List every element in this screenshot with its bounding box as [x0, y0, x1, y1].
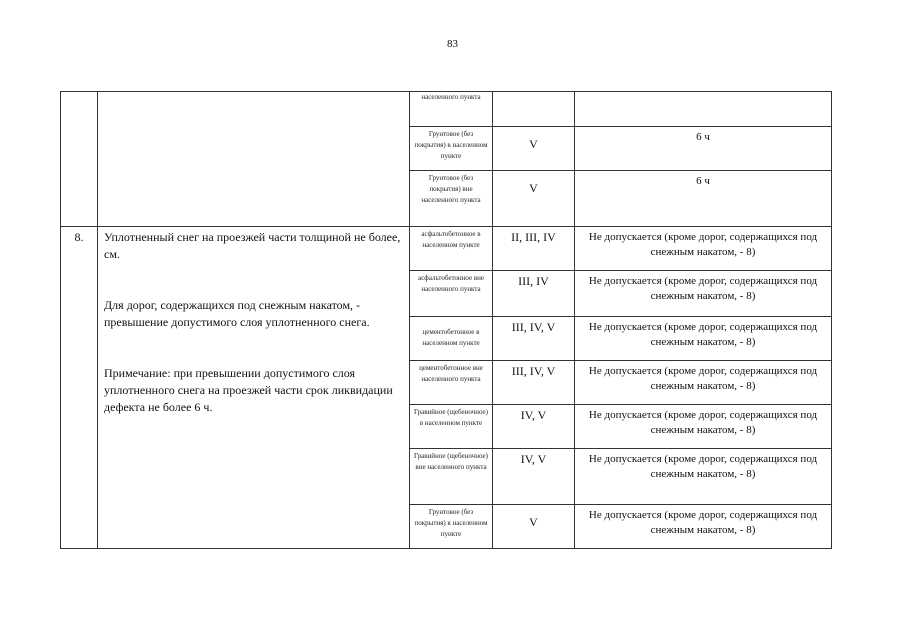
road-type-cell: асфальтобетонное вне населенного пункта — [410, 271, 493, 317]
norm-cell: 6 ч — [575, 171, 832, 227]
category-cell: III, IV, V — [493, 361, 575, 405]
norm-cell: 6 ч — [575, 127, 832, 171]
road-type-cell: цементобетонное в населенном пункте — [410, 317, 493, 361]
category-cell — [493, 92, 575, 127]
category-cell: V — [493, 171, 575, 227]
category-cell: II, III, IV — [493, 227, 575, 271]
description-main: Уплотненный снег на проезжей части толщиной не более, см. — [104, 230, 401, 261]
requirements-table — [60, 91, 832, 549]
norm-cell: Не допускается (кроме дорог, содержащихся под снежным накатом, - 8) — [575, 361, 832, 405]
norm-cell: Не допускается (кроме дорог, содержащихся под снежным накатом, - 8) — [575, 227, 832, 271]
norm-cell: Не допускается (кроме дорог, содержащихся под снежным накатом, - 8) — [575, 405, 832, 449]
table-row — [61, 92, 832, 127]
page-number: 83 — [447, 38, 458, 50]
category-cell: V — [493, 127, 575, 171]
category-cell: IV, V — [493, 449, 575, 505]
norm-cell: Не допускается (кроме дорог, содержащихся под снежным накатом, - 8) — [575, 505, 832, 549]
road-type-cell: Гравийное (щебеночное) вне населенного пункта — [410, 449, 493, 505]
norm-cell: Не допускается (кроме дорог, содержащихся под снежным накатом, - 8) — [575, 317, 832, 361]
road-type-cell: асфальтобетонное в населенном пункте — [410, 227, 493, 271]
road-type-cell: Грунтовое (без покрытия) вне населенного пункта — [410, 171, 493, 227]
table-row — [61, 227, 832, 271]
road-type-cell: Гравийное (щебеночное) в населенном пункте — [410, 405, 493, 449]
category-cell: III, IV — [493, 271, 575, 317]
road-type-cell: населенного пункта — [410, 92, 493, 127]
norm-cell: Не допускается (кроме дорог, содержащихся под снежным накатом, - 8) — [575, 449, 832, 505]
road-type-cell: Грунтовое (без покрытия) в населенном пункте — [410, 127, 493, 171]
description-snow-roads: Для дорог, содержащихся под снежным накатом, - превышение допустимого слоя уплотненного снега. — [104, 298, 370, 329]
description-note: Примечание: при превышении допустимого слоя уплотненного снега на проезжей части срок ликвидации дефекта не более 6 ч. — [104, 366, 393, 414]
norm-cell: Не допускается (кроме дорог, содержащихся под снежным накатом, - 8) — [575, 271, 832, 317]
category-cell: V — [493, 505, 575, 549]
category-cell: III, IV, V — [493, 317, 575, 361]
description-cell-empty — [98, 92, 410, 227]
number-cell-empty — [61, 92, 98, 227]
item-description — [98, 227, 410, 549]
category-cell: IV, V — [493, 405, 575, 449]
item-number: 8. — [61, 227, 98, 549]
norm-cell — [575, 92, 832, 127]
road-type-cell: цементобетонное вне населенного пункта — [410, 361, 493, 405]
road-type-cell: Грунтовое (без покрытия) в населенном пункте — [410, 505, 493, 549]
